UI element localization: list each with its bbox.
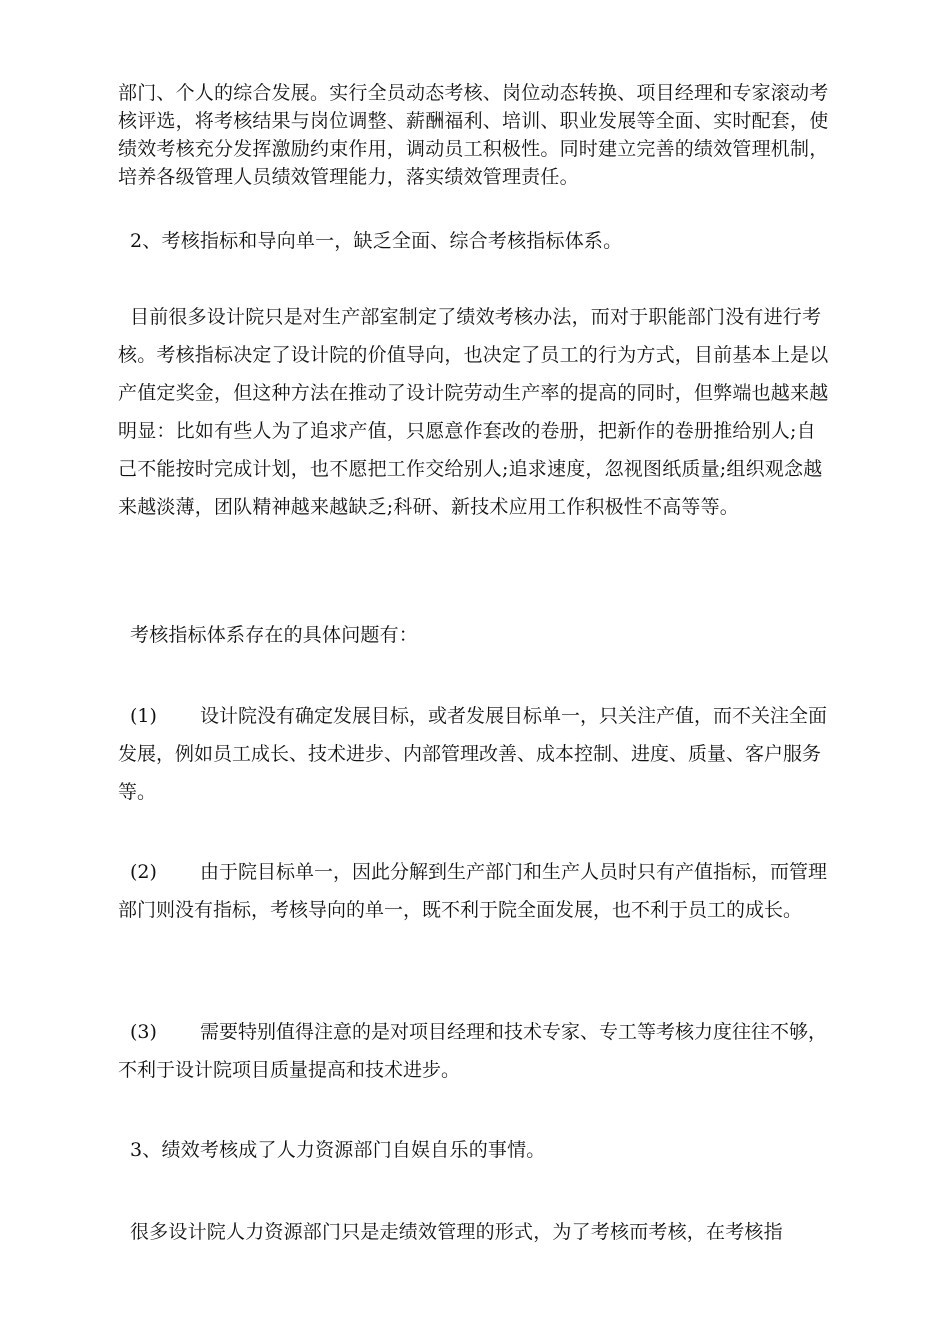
list-item — [118, 853, 830, 929]
paragraph-section-3: 很多设计院人力资源部门只是走绩效管理的形式，为了考核而考核，在考核指 — [130, 1221, 783, 1243]
list-item-text: 需要特别值得注意的是对项目经理和技术专家、专工等考核力度往往不够，不利于设计院项目质量提高和技术进步。 — [118, 1021, 828, 1081]
section-heading-3: 3、绩效考核成了人力资源部门自娱自乐的事情。 — [130, 1139, 546, 1161]
list-item-number: (2) — [130, 861, 157, 883]
list-item-number: (3) — [130, 1021, 157, 1043]
list-item — [118, 697, 830, 811]
list-item-text: 由于院目标单一，因此分解到生产部门和生产人员时只有产值指标，而管理部门则没有指标，考核导向的单一，既不利于院全面发展，也不利于员工的成长。 — [118, 861, 828, 921]
section-heading-2: 2、考核指标和导向单一，缺乏全面、综合考核指标体系。 — [130, 230, 623, 252]
paragraph-issues-intro: 考核指标体系存在的具体问题有： — [130, 624, 419, 646]
list-item-number: (1) — [130, 705, 157, 727]
list-item-text: 设计院没有确定发展目标，或者发展目标单一，只关注产值，而不关注全面发展，例如员工成长、技术进步、内部管理改善、成本控制、进度、质量、客户服务等。 — [118, 705, 828, 803]
list-item — [118, 1013, 830, 1089]
paragraph-continued: 部门、个人的综合发展。实行全员动态考核、岗位动态转换、项目经理和专家滚动考核评选，将考核结果与岗位调整、薪酬福利、培训、职业发展等全面、实时配套，使绩效考核充分发挥激励约束作用，调动员工积极性。同时建立完善的绩效管理机制，培养各级管理人员绩效管理能力，落实绩效管理责任。 — [118, 82, 829, 188]
paragraph-section-2: 目前很多设计院只是对生产部室制定了绩效考核办法，而对于职能部门没有进行考核。考核指标决定了设计院的价值导向，也决定了员工的行为方式，目前基本上是以产值定奖金，但这种方法在推动了设计院劳动生产率的提高的同时，但弊端也越来越明显：比如有些人为了追求产值，只愿意作套改的卷册，把新作的卷册推给别人;自己不能按时完成计划，也不愿把工作交给别人;追求速度，忽视图纸质量;组织观念越来越淡薄，团队精神越来越缺乏;科研、新技术应用工作积极性不高等等。 — [118, 306, 829, 518]
